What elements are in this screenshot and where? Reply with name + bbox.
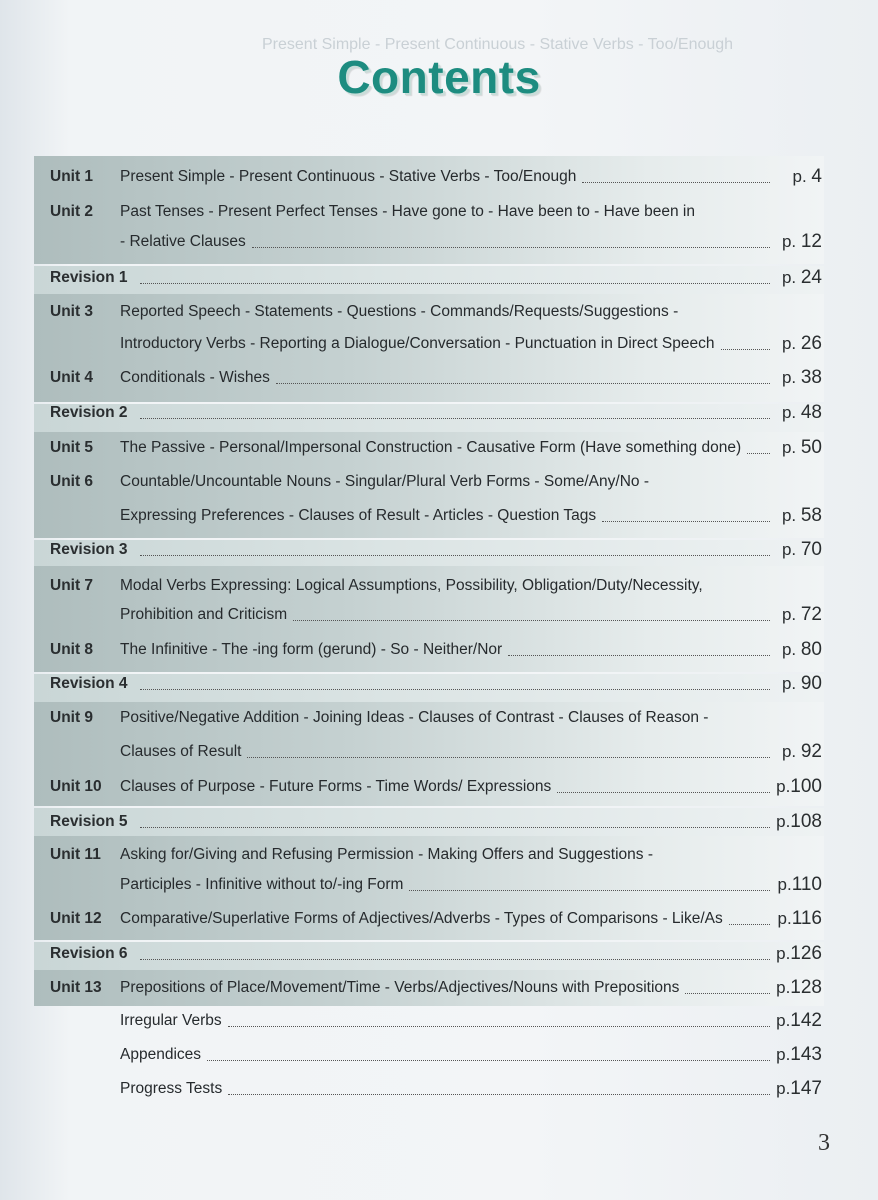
entry-title: Conditionals - Wishes xyxy=(120,369,270,386)
entry-label: Unit 7 xyxy=(50,577,94,594)
page-reference: p. 26 xyxy=(781,333,822,354)
leader-dots xyxy=(140,283,770,284)
revision-entry xyxy=(34,535,824,565)
entry-label: Unit 8 xyxy=(50,641,94,658)
entry-label: Revision 1 xyxy=(50,269,128,286)
leader-dots xyxy=(685,993,770,994)
entry-title: Clauses of Purpose - Future Forms - Time Words/ Expressions xyxy=(120,778,552,795)
revision-entry xyxy=(34,939,824,969)
toc-entry xyxy=(34,363,824,393)
toc-entry xyxy=(34,501,824,531)
page-reference: p. 38 xyxy=(781,367,822,388)
entry-label: Revision 2 xyxy=(50,404,128,421)
page-reference: p. 58 xyxy=(781,505,822,526)
page-number: 3 xyxy=(818,1130,830,1156)
toc-entry xyxy=(34,197,824,227)
entry-title: Asking for/Giving and Refusing Permission - Making Offers and Suggestions - xyxy=(120,846,653,863)
entry-label: Unit 12 xyxy=(50,910,102,927)
entry-title: Participles - Infinitive without to/-ing Form xyxy=(120,876,404,893)
page-reference: p. 70 xyxy=(781,539,822,560)
page-reference: p.147 xyxy=(776,1078,822,1099)
bleed-through-header: Present Simple - Present Continuous - Stative Verbs - Too/Enough xyxy=(262,36,734,53)
entry-label: Unit 9 xyxy=(50,709,94,726)
toc-entry xyxy=(34,329,824,359)
leader-dots xyxy=(140,689,770,690)
entry-title: Modal Verbs Expressing: Logical Assumptions, Possibility, Obligation/Duty/Necessity, xyxy=(120,577,703,594)
leader-dots xyxy=(409,890,770,891)
entry-label: Revision 5 xyxy=(50,813,128,830)
toc-entry xyxy=(34,433,824,463)
page-reference: p. 72 xyxy=(781,604,822,625)
entry-title: Introductory Verbs - Reporting a Dialogue/Conversation - Punctuation in Direct Speech xyxy=(120,335,715,352)
entry-label: Unit 4 xyxy=(50,369,94,386)
toc-entry xyxy=(34,227,824,257)
entry-title: The Passive - Personal/Impersonal Construction - Causative Form (Have something done) xyxy=(120,439,742,456)
page-reference: p. 24 xyxy=(781,267,822,288)
entry-label: Unit 11 xyxy=(50,846,101,863)
toc-entry xyxy=(34,1074,824,1104)
leader-dots xyxy=(293,620,770,621)
leader-dots xyxy=(140,555,770,556)
toc-entry xyxy=(34,870,824,900)
leader-dots xyxy=(602,521,770,522)
revision-entry xyxy=(34,263,824,293)
entry-title: Progress Tests xyxy=(120,1080,223,1097)
leader-dots xyxy=(729,924,770,925)
entry-title: Appendices xyxy=(120,1046,202,1063)
page-reference: p.128 xyxy=(776,977,822,998)
entry-title: Prohibition and Criticism xyxy=(120,606,288,623)
entry-label: Unit 5 xyxy=(50,439,94,456)
page-reference: p.116 xyxy=(777,908,822,929)
page-reference: p. 92 xyxy=(781,741,822,762)
entry-label: Unit 2 xyxy=(50,203,94,220)
page-reference: p. 80 xyxy=(781,639,822,660)
toc-entry xyxy=(34,840,824,870)
entry-title: Present Simple - Present Continuous - Stative Verbs - Too/Enough xyxy=(120,168,577,185)
entry-title: Reported Speech - Statements - Questions - Commands/Requests/Suggestions - xyxy=(120,303,679,320)
leader-dots xyxy=(747,453,770,454)
toc-entry xyxy=(34,297,824,327)
page-reference: p. 4 xyxy=(792,166,822,187)
toc-entry xyxy=(34,1006,824,1036)
toc-entry xyxy=(34,467,824,497)
toc-entry xyxy=(34,737,824,767)
page-title: Contents xyxy=(337,51,541,103)
leader-dots xyxy=(228,1026,770,1027)
revision-entry xyxy=(34,807,824,837)
leader-dots xyxy=(721,349,771,350)
entry-label: Revision 6 xyxy=(50,945,128,962)
page-reference: p.142 xyxy=(776,1010,822,1031)
page-reference: p. 12 xyxy=(781,231,822,252)
entry-title: Prepositions of Place/Movement/Time - Verbs/Adjectives/Nouns with Prepositions xyxy=(120,979,680,996)
entry-label: Unit 6 xyxy=(50,473,94,490)
leader-dots xyxy=(508,655,770,656)
entry-title: Positive/Negative Addition - Joining Ideas - Clauses of Contrast - Clauses of Reason - xyxy=(120,709,709,726)
page-reference: p. 48 xyxy=(781,402,822,423)
page-reference: p. 50 xyxy=(781,437,822,458)
entry-title: Clauses of Result xyxy=(120,743,242,760)
page-reference: p. 90 xyxy=(781,673,822,694)
toc-entry xyxy=(34,904,824,934)
entry-label: Unit 1 xyxy=(50,168,94,185)
toc-entry xyxy=(34,703,824,733)
toc-entry xyxy=(34,772,824,802)
page-reference: p.126 xyxy=(776,943,822,964)
page-reference: p.100 xyxy=(776,776,822,797)
leader-dots xyxy=(140,418,770,419)
toc-entry xyxy=(34,162,824,192)
leader-dots xyxy=(247,757,770,758)
page-reference: p.110 xyxy=(777,874,822,895)
leader-dots xyxy=(252,247,770,248)
entry-title: Comparative/Superlative Forms of Adjectives/Adverbs - Types of Comparisons - Like/As xyxy=(120,910,723,927)
leader-dots xyxy=(276,383,770,384)
entry-title: The Infinitive - The -ing form (gerund) - So - Neither/Nor xyxy=(120,641,503,658)
entry-label: Revision 4 xyxy=(50,675,128,692)
page-reference: p.143 xyxy=(776,1044,822,1065)
leader-dots xyxy=(228,1094,770,1095)
entry-title: Past Tenses - Present Perfect Tenses - Have gone to - Have been to - Have been in xyxy=(120,203,695,220)
leader-dots xyxy=(140,827,770,828)
leader-dots xyxy=(582,182,770,183)
entry-title: - Relative Clauses xyxy=(120,233,246,250)
entry-title: Countable/Uncountable Nouns - Singular/Plural Verb Forms - Some/Any/No - xyxy=(120,473,649,490)
toc-entry xyxy=(34,571,824,601)
toc-entry xyxy=(34,1040,824,1070)
leader-dots xyxy=(140,959,770,960)
revision-entry xyxy=(34,398,824,428)
leader-dots xyxy=(207,1060,770,1061)
leader-dots xyxy=(557,792,770,793)
revision-entry xyxy=(34,669,824,699)
page-reference: p.108 xyxy=(776,811,822,832)
entry-label: Unit 13 xyxy=(50,979,102,996)
entry-label: Unit 10 xyxy=(50,778,102,795)
toc-entry xyxy=(34,600,824,630)
toc-entry xyxy=(34,973,824,1003)
entry-title: Expressing Preferences - Clauses of Result - Articles - Question Tags xyxy=(120,507,597,524)
entry-title: Irregular Verbs xyxy=(120,1012,222,1029)
toc-entry xyxy=(34,635,824,665)
entry-label: Unit 3 xyxy=(50,303,94,320)
entry-label: Revision 3 xyxy=(50,541,128,558)
